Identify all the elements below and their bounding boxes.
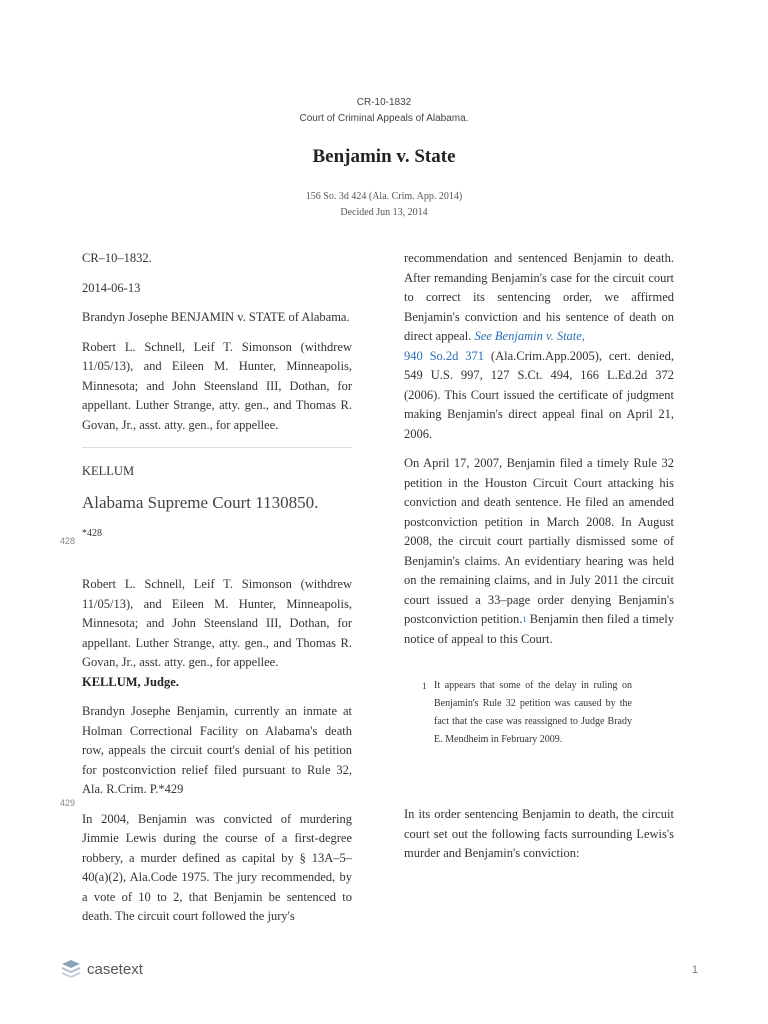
citation: 156 So. 3d 424 (Ala. Crim. App. 2014) (305, 191, 463, 202)
judge-name: KELLUM, Judge. (82, 674, 179, 689)
opinion-para-2: In 2004, Benjamin was convicted of murdering Jimmie Lewis during the course of a first-degree robbery, a murder defined as capital by § 13A–5–40(a)(2), Ala.Code 1975. The jury recommended, by a vote of 10 to 2, that Benjamin be sentenced to death. The circuit court followed the jury's (82, 811, 352, 923)
opinion-para-4 (404, 454, 674, 649)
case-title: Benjamin v. State (312, 146, 456, 167)
opinion-para-1: Brandyn Josephe Benjamin, currently an inmate at Holman Correctional Facility on Alabama's death row, appeals the circuit court's denial of his petition for postconviction relief filed pursuant to Rule 32, Ala. R.Crim. P.*429 (82, 704, 352, 796)
footnote-number: 1 (422, 681, 427, 691)
supreme-court-ref: Alabama Supreme Court 1130850. (82, 492, 319, 512)
counsel: Robert L. Schnell, Leif T. Simonson (withdrew 11/05/13), and Eileen M. Hunter, Minneapolis, Minnesota; and John Steensland III, Dothan, for appellant. Luther Strange, atty. gen., and Thomas R. Govan, Jr., asst. atty. gen., for appellee. (82, 339, 352, 432)
para-text: On April 17, 2007, Benjamin filed a timely Rule 32 petition in the Houston Circuit Court attacking his conviction and death sentence. He filed an amended postconviction petition in March 2008. In August 2008, the circuit court partially dismissed some of Benjamin's claims. An evidentiary hearing was held on the remaining claims, and in July 2011 the circuit court issued a 33–page order denying Benjamin's postconviction petition. (404, 456, 674, 626)
casetext-logo[interactable] (60, 958, 143, 980)
footnote-text: It appears that some of the delay in ruling on Benjamin's Rule 32 petition was caused by the fact that the case was reassigned to Judge Brady E. Mendheim in February 2009. (434, 680, 632, 745)
court-name: Court of Criminal Appeals of Alabama. (299, 113, 469, 124)
docket-line: CR–10–1832. (82, 251, 152, 265)
counsel-repeat-text: Robert L. Schnell, Leif T. Simonson (withdrew 11/05/13), and Eileen M. Hunter, Minneapolis, Minnesota; and John Steensland III, Dothan, for appellant. Luther Strange, atty. gen., and Thomas R. Govan, Jr., asst. atty. gen., for appellee. (82, 577, 352, 669)
star-page-428: *428 (82, 527, 102, 539)
right-column-cont (404, 805, 674, 874)
opinion-para-3 (404, 249, 674, 444)
footnote-ref-link[interactable]: 1 (522, 615, 527, 624)
decided-date: Decided Jun 13, 2014 (340, 207, 428, 218)
para-text: (Ala.Crim.App.2005), cert. denied, 549 U.S. 997, 127 S.Ct. 494, 166 L.Ed.2d 372 (2006). This Court issued the certificate of judgment making Benjamin's direct appeal final on April 21, 2006. (404, 348, 675, 441)
parties: Brandyn Josephe BENJAMIN v. STATE of Alabama. (82, 310, 350, 324)
brand-name: casetext (87, 960, 143, 978)
casetext-logo-icon (60, 958, 82, 980)
opinion-para-5: In its order sentencing Benjamin to death, the circuit court set out the following facts surrounding Lewis's murder and Benjamin's conviction: (404, 807, 674, 860)
para-text: recommendation and sentenced Benjamin to death. After remanding Benjamin's case for the circuit court to correct its sentencing order, we affirmed Benjamin's conviction and his sentence of death on direct appeal. (404, 251, 674, 343)
date-line: 2014-06-13 (82, 280, 141, 295)
reporter-citation-link[interactable]: 940 So.2d 371 (404, 348, 485, 363)
judge-header: KELLUM (82, 464, 135, 478)
left-column (82, 249, 352, 937)
right-column (404, 249, 674, 659)
margin-page-428: 428 (60, 536, 76, 546)
page-number: 1 (691, 964, 698, 976)
see-citation-link[interactable]: See Benjamin v. State, (474, 329, 585, 343)
footnote (422, 677, 632, 749)
para-text: Benjamin then filed a timely notice of appeal to this Court. (404, 612, 674, 646)
divider (82, 447, 352, 448)
docket-number: CR-10-1832 (356, 97, 412, 108)
counsel-repeat (82, 575, 352, 692)
margin-page-429: 429 (60, 798, 76, 808)
